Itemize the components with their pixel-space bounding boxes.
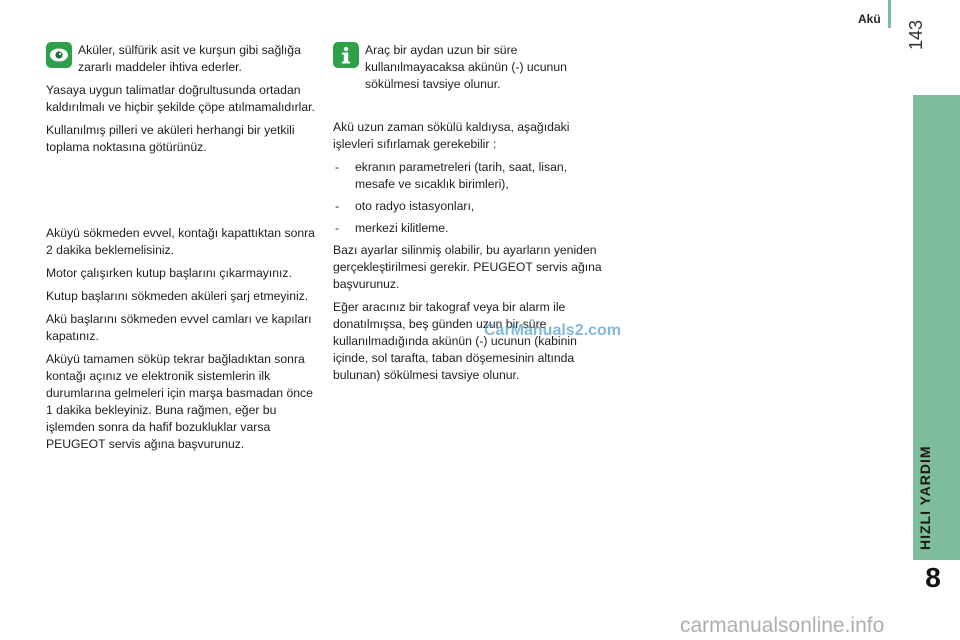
no-charging-warning: Kutup başlarını sökmeden aküleri şarj etmeyiniz. bbox=[46, 289, 309, 303]
list-item: - merkezi kilitleme. bbox=[333, 220, 605, 237]
reset-list bbox=[333, 159, 605, 237]
header-divider bbox=[888, 0, 891, 28]
section-title: Akü bbox=[858, 12, 881, 26]
tachograph-paragraph: Eğer aracınız bir takograf veya bir alarm ile donatılmışsa, beş günden uzun bir süre kullanılmadığında akünün (-) ucunun (kabinin içinde, sol tarafta, taban döşemesinin altında bulunan) sökülmesi tavsiye olunur. bbox=[333, 300, 577, 382]
page-number: 143 bbox=[906, 19, 926, 51]
reset-intro: Akü uzun zaman sökülü kaldıysa, aşağıdaki işlevleri sıfırlamak gerekebilir : bbox=[333, 120, 570, 151]
list-item: - ekranın parametreleri (tarih, saat, lisan, mesafe ve sıcaklık birimleri), bbox=[333, 159, 605, 193]
eco-note-text: Aküler, sülfürik asit ve kurşun gibi sağlığa zararlı maddeler ihtiva ederler. bbox=[78, 43, 301, 74]
close-windows-note: Akü başlarını sökmeden evvel camları ve kapıları kapatınız. bbox=[46, 312, 312, 343]
watermark-bottom: carmanualsonline.info bbox=[680, 614, 885, 637]
eco-note bbox=[46, 42, 318, 76]
watermark-top: CarManuals2.com bbox=[484, 322, 621, 339]
disposal-paragraph: Yasaya uygun talimatlar doğrultusunda ortadan kaldırılmalı ve hiçbir şekilde çöpe atılmamalıdırlar. bbox=[46, 83, 315, 114]
list-item: - oto radyo istasyonları, bbox=[333, 198, 605, 215]
reconnection-paragraph: Aküyü tamamen söküp tekrar bağladıktan sonra kontağı açınız ve elektronik sistemlerin ilk durumlarına gelmeleri için marşa basmadan önce 1 dakika bekleyiniz. Buna rağmen, eğer bu işlemden sonra da hafif bozukluklar varsa PEUGEOT servis ağına başvurunuz. bbox=[46, 352, 313, 451]
info-icon bbox=[333, 42, 359, 68]
wait-before-removal: Aküyü sökmeden evvel, kontağı kapattıktan sonra 2 dakika beklemelisiniz. bbox=[46, 226, 315, 257]
settings-paragraph: Bazı ayarlar silinmiş olabilir, bu ayarların yeniden gerçekleştirilmesi gerekir. PEUGEOT servis ağına başvurunuz. bbox=[333, 243, 602, 291]
info-note bbox=[333, 42, 605, 93]
engine-running-warning: Motor çalışırken kutup başlarını çıkarmayınız. bbox=[46, 266, 292, 280]
info-note-text: Araç bir aydan uzun bir süre kullanılmayacaksa akünün (-) ucunun sökülmesi tavsiye olunur. bbox=[365, 43, 567, 91]
spacer bbox=[46, 162, 318, 225]
chapter-number: 8 bbox=[925, 562, 941, 593]
eye-icon bbox=[46, 42, 72, 68]
left-column bbox=[46, 42, 318, 459]
chapter-tab-label: HIZLI YARDIM bbox=[917, 445, 933, 550]
collection-paragraph: Kullanılmış pilleri ve aküleri herhangi bir yetkili toplama noktasına götürünüz. bbox=[46, 123, 295, 154]
